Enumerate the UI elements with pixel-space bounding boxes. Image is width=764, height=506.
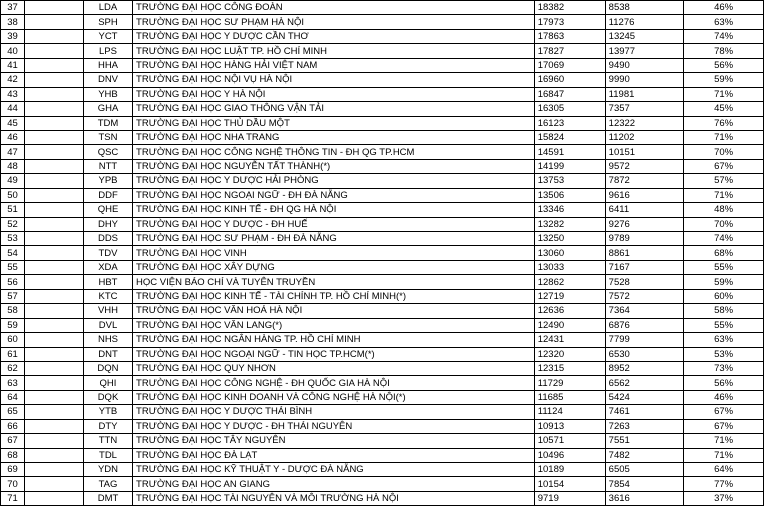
count-cell: 7461 xyxy=(605,405,684,419)
percent-cell: 56% xyxy=(684,58,764,72)
code-cell: QHI xyxy=(83,376,132,390)
percent-cell: 71% xyxy=(684,188,764,202)
registrations-cell: 10571 xyxy=(534,434,605,448)
spacer-cell xyxy=(25,29,84,43)
rank-cell: 54 xyxy=(1,246,25,260)
code-cell: TAG xyxy=(83,477,132,491)
spacer-cell xyxy=(25,390,84,404)
code-cell: XDA xyxy=(83,260,132,274)
table-row xyxy=(1,390,764,404)
rank-cell: 62 xyxy=(1,361,25,375)
percent-cell: 59% xyxy=(684,275,764,289)
name-cell: TRƯỜNG ĐẠI HỌC XÂY DỰNG xyxy=(133,260,535,274)
code-cell: DVL xyxy=(83,318,132,332)
percent-cell: 71% xyxy=(684,434,764,448)
registrations-cell: 12315 xyxy=(534,361,605,375)
registrations-cell: 12431 xyxy=(534,333,605,347)
code-cell: QHE xyxy=(83,203,132,217)
rank-cell: 51 xyxy=(1,203,25,217)
count-cell: 7799 xyxy=(605,333,684,347)
count-cell: 9789 xyxy=(605,232,684,246)
spacer-cell xyxy=(25,260,84,274)
code-cell: TDV xyxy=(83,246,132,260)
spacer-cell xyxy=(25,188,84,202)
table-row xyxy=(1,448,764,462)
count-cell: 6505 xyxy=(605,463,684,477)
registrations-cell: 17973 xyxy=(534,15,605,29)
percent-cell: 48% xyxy=(684,203,764,217)
count-cell: 6562 xyxy=(605,376,684,390)
table-row xyxy=(1,174,764,188)
registrations-cell: 18382 xyxy=(534,1,605,15)
percent-cell: 67% xyxy=(684,159,764,173)
percent-cell: 73% xyxy=(684,361,764,375)
registrations-cell: 11124 xyxy=(534,405,605,419)
table-row xyxy=(1,102,764,116)
spacer-cell xyxy=(25,102,84,116)
table-row xyxy=(1,405,764,419)
name-cell: TRƯỜNG ĐẠI HỌC NHA TRANG xyxy=(133,130,535,144)
spacer-cell xyxy=(25,275,84,289)
name-cell: TRƯỜNG ĐẠI HỌC VĂN HOÁ HÀ NỘI xyxy=(133,304,535,318)
percent-cell: 68% xyxy=(684,246,764,260)
registrations-cell: 16960 xyxy=(534,73,605,87)
count-cell: 12322 xyxy=(605,116,684,130)
name-cell: TRƯỜNG ĐẠI HỌC Y DƯỢC CẦN THƠ xyxy=(133,29,535,43)
table-row xyxy=(1,232,764,246)
spacer-cell xyxy=(25,87,84,101)
name-cell: TRƯỜNG ĐẠI HỌC KINH DOANH VÀ CÔNG NGHỆ HÀ NỘI(*) xyxy=(133,390,535,404)
spacer-cell xyxy=(25,434,84,448)
table-row xyxy=(1,73,764,87)
registrations-cell: 17827 xyxy=(534,44,605,58)
code-cell: LPS xyxy=(83,44,132,58)
percent-cell: 53% xyxy=(684,347,764,361)
rank-cell: 41 xyxy=(1,58,25,72)
name-cell: TRƯỜNG ĐẠI HỌC SƯ PHẠM HÀ NỘI xyxy=(133,15,535,29)
table-row xyxy=(1,419,764,433)
name-cell: TRƯỜNG ĐẠI HỌC NGOẠI NGỮ - TIN HỌC TP.HCM(*) xyxy=(133,347,535,361)
registrations-cell: 12862 xyxy=(534,275,605,289)
spacer-cell xyxy=(25,174,84,188)
count-cell: 7872 xyxy=(605,174,684,188)
name-cell: TRƯỜNG ĐẠI HỌC GIAO THÔNG VẬN TẢI xyxy=(133,102,535,116)
count-cell: 11276 xyxy=(605,15,684,29)
spacer-cell xyxy=(25,116,84,130)
rank-cell: 52 xyxy=(1,217,25,231)
spacer-cell xyxy=(25,246,84,260)
rank-cell: 55 xyxy=(1,260,25,274)
table-row xyxy=(1,289,764,303)
rank-cell: 68 xyxy=(1,448,25,462)
name-cell: TRƯỜNG ĐẠI HỌC AN GIANG xyxy=(133,477,535,491)
name-cell: TRƯỜNG ĐẠI HỌC Y HÀ NỘI xyxy=(133,87,535,101)
registrations-cell: 10154 xyxy=(534,477,605,491)
rank-cell: 60 xyxy=(1,333,25,347)
registrations-cell: 10189 xyxy=(534,463,605,477)
code-cell: KTC xyxy=(83,289,132,303)
rank-cell: 48 xyxy=(1,159,25,173)
name-cell: HỌC VIỆN BÁO CHÍ VÀ TUYÊN TRUYỀN xyxy=(133,275,535,289)
code-cell: DDF xyxy=(83,188,132,202)
percent-cell: 74% xyxy=(684,232,764,246)
name-cell: TRƯỜNG ĐẠI HỌC VĂN LANG(*) xyxy=(133,318,535,332)
registrations-cell: 12490 xyxy=(534,318,605,332)
percent-cell: 55% xyxy=(684,318,764,332)
percent-cell: 71% xyxy=(684,87,764,101)
rank-cell: 53 xyxy=(1,232,25,246)
registrations-cell: 13282 xyxy=(534,217,605,231)
name-cell: TRƯỜNG ĐẠI HỌC CÔNG NGHỆ - ĐH QUỐC GIA HÀ NỘI xyxy=(133,376,535,390)
rank-cell: 56 xyxy=(1,275,25,289)
name-cell: TRƯỜNG ĐẠI HỌC VINH xyxy=(133,246,535,260)
count-cell: 7357 xyxy=(605,102,684,116)
percent-cell: 46% xyxy=(684,390,764,404)
rank-cell: 50 xyxy=(1,188,25,202)
table-row xyxy=(1,44,764,58)
rank-cell: 57 xyxy=(1,289,25,303)
spacer-cell xyxy=(25,463,84,477)
rank-cell: 65 xyxy=(1,405,25,419)
percent-cell: 71% xyxy=(684,448,764,462)
name-cell: TRƯỜNG ĐẠI HỌC QUY NHƠN xyxy=(133,361,535,375)
rank-cell: 64 xyxy=(1,390,25,404)
count-cell: 9572 xyxy=(605,159,684,173)
code-cell: QSC xyxy=(83,145,132,159)
spacer-cell xyxy=(25,361,84,375)
percent-cell: 46% xyxy=(684,1,764,15)
count-cell: 9616 xyxy=(605,188,684,202)
table-row xyxy=(1,333,764,347)
percent-cell: 56% xyxy=(684,376,764,390)
table-row xyxy=(1,15,764,29)
table-row xyxy=(1,217,764,231)
name-cell: TRƯỜNG ĐẠI HỌC CÔNG ĐOÀN xyxy=(133,1,535,15)
count-cell: 8952 xyxy=(605,361,684,375)
percent-cell: 74% xyxy=(684,29,764,43)
table-row xyxy=(1,260,764,274)
code-cell: DQK xyxy=(83,390,132,404)
table-row xyxy=(1,491,764,505)
count-cell: 7854 xyxy=(605,477,684,491)
name-cell: TRƯỜNG ĐẠI HỌC LUẬT TP. HỒ CHÍ MINH xyxy=(133,44,535,58)
rank-cell: 43 xyxy=(1,87,25,101)
table-row xyxy=(1,361,764,375)
rank-cell: 40 xyxy=(1,44,25,58)
code-cell: HBT xyxy=(83,275,132,289)
rank-cell: 61 xyxy=(1,347,25,361)
code-cell: HHA xyxy=(83,58,132,72)
code-cell: TSN xyxy=(83,130,132,144)
count-cell: 9990 xyxy=(605,73,684,87)
name-cell: TRƯỜNG ĐẠI HỌC Y DƯỢC - ĐH HUẾ xyxy=(133,217,535,231)
table-row xyxy=(1,203,764,217)
code-cell: TDL xyxy=(83,448,132,462)
percent-cell: 70% xyxy=(684,145,764,159)
percent-cell: 59% xyxy=(684,73,764,87)
table-row xyxy=(1,318,764,332)
name-cell: TRƯỜNG ĐẠI HỌC Y DƯỢC THÁI BÌNH xyxy=(133,405,535,419)
percent-cell: 60% xyxy=(684,289,764,303)
rank-cell: 71 xyxy=(1,491,25,505)
registrations-cell: 14591 xyxy=(534,145,605,159)
spacer-cell xyxy=(25,44,84,58)
code-cell: YTB xyxy=(83,405,132,419)
percent-cell: 63% xyxy=(684,333,764,347)
count-cell: 7364 xyxy=(605,304,684,318)
registrations-cell: 13033 xyxy=(534,260,605,274)
table-row xyxy=(1,159,764,173)
name-cell: TRƯỜNG ĐẠI HỌC KINH TẾ - TÀI CHÍNH TP. HỒ CHÍ MINH(*) xyxy=(133,289,535,303)
code-cell: YPB xyxy=(83,174,132,188)
percent-cell: 70% xyxy=(684,217,764,231)
table-row xyxy=(1,145,764,159)
registrations-cell: 13506 xyxy=(534,188,605,202)
rank-cell: 49 xyxy=(1,174,25,188)
code-cell: DTY xyxy=(83,419,132,433)
registrations-cell: 9719 xyxy=(534,491,605,505)
table-row xyxy=(1,87,764,101)
spacer-cell xyxy=(25,304,84,318)
code-cell: VHH xyxy=(83,304,132,318)
table-row xyxy=(1,304,764,318)
percent-cell: 71% xyxy=(684,130,764,144)
count-cell: 7167 xyxy=(605,260,684,274)
percent-cell: 58% xyxy=(684,304,764,318)
rank-cell: 69 xyxy=(1,463,25,477)
spacer-cell xyxy=(25,73,84,87)
table-row xyxy=(1,463,764,477)
percent-cell: 78% xyxy=(684,44,764,58)
rank-cell: 45 xyxy=(1,116,25,130)
name-cell: TRƯỜNG ĐẠI HỌC TÀI NGUYÊN VÀ MÔI TRƯỜNG HÀ NỘI xyxy=(133,491,535,505)
registrations-cell: 12719 xyxy=(534,289,605,303)
code-cell: NTT xyxy=(83,159,132,173)
code-cell: DDS xyxy=(83,232,132,246)
count-cell: 13977 xyxy=(605,44,684,58)
spacer-cell xyxy=(25,159,84,173)
code-cell: LDA xyxy=(83,1,132,15)
name-cell: TRƯỜNG ĐẠI HỌC TÂY NGUYÊN xyxy=(133,434,535,448)
code-cell: DMT xyxy=(83,491,132,505)
spacer-cell xyxy=(25,347,84,361)
count-cell: 7482 xyxy=(605,448,684,462)
table-row xyxy=(1,29,764,43)
spacer-cell xyxy=(25,477,84,491)
count-cell: 7263 xyxy=(605,419,684,433)
percent-cell: 55% xyxy=(684,260,764,274)
table-row xyxy=(1,434,764,448)
rank-cell: 38 xyxy=(1,15,25,29)
code-cell: NHS xyxy=(83,333,132,347)
code-cell: DQN xyxy=(83,361,132,375)
percent-cell: 64% xyxy=(684,463,764,477)
percent-cell: 45% xyxy=(684,102,764,116)
spacer-cell xyxy=(25,333,84,347)
spacer-cell xyxy=(25,15,84,29)
table-row xyxy=(1,347,764,361)
table-row xyxy=(1,116,764,130)
spacer-cell xyxy=(25,58,84,72)
name-cell: TRƯỜNG ĐẠI HỌC KINH TẾ - ĐH QG HÀ NỘI xyxy=(133,203,535,217)
name-cell: TRƯỜNG ĐẠI HỌC NỘI VỤ HÀ NỘI xyxy=(133,73,535,87)
spacer-cell xyxy=(25,289,84,303)
name-cell: TRƯỜNG ĐẠI HỌC Y DƯỢC - ĐH THÁI NGUYÊN xyxy=(133,419,535,433)
percent-cell: 57% xyxy=(684,174,764,188)
rank-cell: 39 xyxy=(1,29,25,43)
percent-cell: 37% xyxy=(684,491,764,505)
spacer-cell xyxy=(25,130,84,144)
spacer-cell xyxy=(25,419,84,433)
name-cell: TRƯỜNG ĐẠI HỌC SƯ PHẠM - ĐH ĐÀ NẴNG xyxy=(133,232,535,246)
code-cell: GHA xyxy=(83,102,132,116)
percent-cell: 76% xyxy=(684,116,764,130)
percent-cell: 77% xyxy=(684,477,764,491)
registrations-cell: 12636 xyxy=(534,304,605,318)
spacer-cell xyxy=(25,376,84,390)
spacer-cell xyxy=(25,1,84,15)
count-cell: 9276 xyxy=(605,217,684,231)
rank-cell: 66 xyxy=(1,419,25,433)
spacer-cell xyxy=(25,448,84,462)
rank-cell: 58 xyxy=(1,304,25,318)
percent-cell: 67% xyxy=(684,405,764,419)
spacer-cell xyxy=(25,145,84,159)
name-cell: TRƯỜNG ĐẠI HỌC THỦ DẦU MỘT xyxy=(133,116,535,130)
registrations-cell: 13250 xyxy=(534,232,605,246)
table-row xyxy=(1,188,764,202)
rank-cell: 37 xyxy=(1,1,25,15)
registrations-cell: 12320 xyxy=(534,347,605,361)
count-cell: 13245 xyxy=(605,29,684,43)
name-cell: TRƯỜNG ĐẠI HỌC Y DƯỢC HẢI PHÒNG xyxy=(133,174,535,188)
table-row xyxy=(1,58,764,72)
rank-cell: 67 xyxy=(1,434,25,448)
code-cell: DHY xyxy=(83,217,132,231)
table-row xyxy=(1,246,764,260)
spacer-cell xyxy=(25,318,84,332)
registrations-cell: 14199 xyxy=(534,159,605,173)
code-cell: YHB xyxy=(83,87,132,101)
registrations-cell: 17069 xyxy=(534,58,605,72)
name-cell: TRƯỜNG ĐẠI HỌC NGÂN HÀNG TP. HỒ CHÍ MINH xyxy=(133,333,535,347)
registrations-cell: 16305 xyxy=(534,102,605,116)
table-row xyxy=(1,1,764,15)
code-cell: YCT xyxy=(83,29,132,43)
registrations-cell: 13753 xyxy=(534,174,605,188)
code-cell: TDM xyxy=(83,116,132,130)
count-cell: 8861 xyxy=(605,246,684,260)
spacer-cell xyxy=(25,217,84,231)
registrations-cell: 16123 xyxy=(534,116,605,130)
count-cell: 10151 xyxy=(605,145,684,159)
registrations-cell: 10496 xyxy=(534,448,605,462)
count-cell: 5424 xyxy=(605,390,684,404)
name-cell: TRƯỜNG ĐẠI HỌC NGOẠI NGỮ - ĐH ĐÀ NẴNG xyxy=(133,188,535,202)
registrations-cell: 13060 xyxy=(534,246,605,260)
count-cell: 11202 xyxy=(605,130,684,144)
rank-cell: 47 xyxy=(1,145,25,159)
rank-cell: 44 xyxy=(1,102,25,116)
table-row xyxy=(1,477,764,491)
count-cell: 6530 xyxy=(605,347,684,361)
code-cell: SPH xyxy=(83,15,132,29)
spacer-cell xyxy=(25,405,84,419)
name-cell: TRƯỜNG ĐẠI HỌC HÀNG HẢI VIỆT NAM xyxy=(133,58,535,72)
code-cell: YDN xyxy=(83,463,132,477)
name-cell: TRƯỜNG ĐẠI HỌC CÔNG NGHỆ THÔNG TIN - ĐH QG TP.HCM xyxy=(133,145,535,159)
table-row xyxy=(1,275,764,289)
spacer-cell xyxy=(25,203,84,217)
count-cell: 7572 xyxy=(605,289,684,303)
name-cell: TRƯỜNG ĐẠI HỌC ĐÀ LẠT xyxy=(133,448,535,462)
registrations-cell: 13346 xyxy=(534,203,605,217)
registrations-cell: 17863 xyxy=(534,29,605,43)
name-cell: TRƯỜNG ĐẠI HỌC NGUYỄN TẤT THÀNH(*) xyxy=(133,159,535,173)
count-cell: 3616 xyxy=(605,491,684,505)
count-cell: 9490 xyxy=(605,58,684,72)
rank-cell: 59 xyxy=(1,318,25,332)
registrations-cell: 10913 xyxy=(534,419,605,433)
rank-cell: 42 xyxy=(1,73,25,87)
percent-cell: 63% xyxy=(684,15,764,29)
registrations-cell: 11729 xyxy=(534,376,605,390)
registrations-cell: 15824 xyxy=(534,130,605,144)
count-cell: 7528 xyxy=(605,275,684,289)
table-row xyxy=(1,376,764,390)
name-cell: TRƯỜNG ĐẠI HỌC KỸ THUẬT Y - DƯỢC ĐÀ NẴNG xyxy=(133,463,535,477)
count-cell: 6411 xyxy=(605,203,684,217)
rank-cell: 63 xyxy=(1,376,25,390)
code-cell: DNT xyxy=(83,347,132,361)
registrations-cell: 11685 xyxy=(534,390,605,404)
count-cell: 11981 xyxy=(605,87,684,101)
count-cell: 6876 xyxy=(605,318,684,332)
spacer-cell xyxy=(25,491,84,505)
rank-cell: 70 xyxy=(1,477,25,491)
spacer-cell xyxy=(25,232,84,246)
count-cell: 8538 xyxy=(605,1,684,15)
count-cell: 7551 xyxy=(605,434,684,448)
code-cell: TTN xyxy=(83,434,132,448)
code-cell: DNV xyxy=(83,73,132,87)
rank-cell: 46 xyxy=(1,130,25,144)
registrations-cell: 16847 xyxy=(534,87,605,101)
table-row xyxy=(1,130,764,144)
percent-cell: 67% xyxy=(684,419,764,433)
table-body xyxy=(1,1,764,506)
